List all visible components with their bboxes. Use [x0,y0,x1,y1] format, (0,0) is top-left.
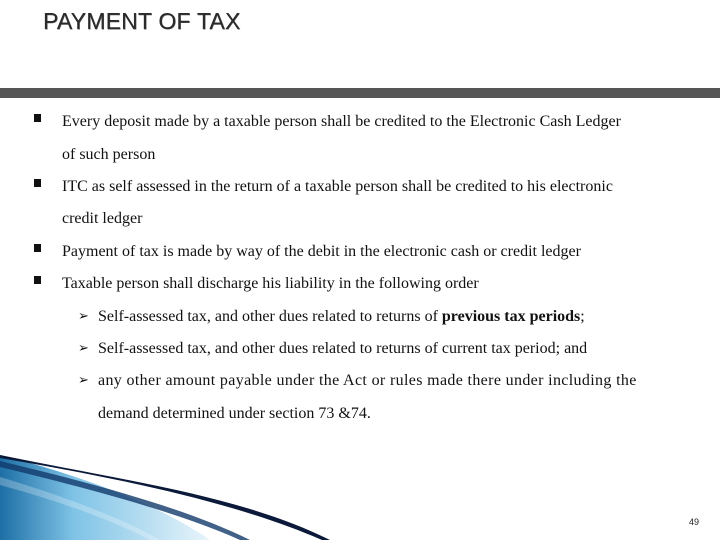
sub-item-3-line-2: demand determined under section 73 &74. [98,405,371,422]
bullet-1-line-2: of such person [62,146,156,163]
sub-item-1: Self-assessed tax, and other dues related to returns of previous tax periods; [98,308,585,325]
bullet-marker [34,114,41,122]
bullet-4-line-1: Taxable person shall discharge his liability in the following order [62,275,479,292]
sub-item-2: Self-assessed tax, and other dues related to returns of current tax period; and [98,340,588,357]
decorative-wave-graphic [0,455,720,540]
bullet-marker [34,276,41,284]
page-number: 49 [689,517,700,527]
bullet-marker [34,244,41,252]
arrow-bullet-icon: ➢ [78,341,89,356]
arrow-bullet-icon: ➢ [78,309,89,324]
sub-item-3-line-1: any other amount payable under the Act or rules made there under including the [98,372,637,389]
bullet-2-line-1: ITC as self assessed in the return of a taxable person shall be credited to his electronic [62,178,613,195]
page-title: PAYMENT OF TAX [43,8,241,34]
bullet-3-line-1: Payment of tax is made by way of the debit in the electronic cash or credit ledger [62,243,581,260]
bullet-2-line-2: credit ledger [62,210,143,227]
bullet-marker [34,179,41,187]
arrow-bullet-icon: ➢ [78,373,89,388]
bullet-1-line-1: Every deposit made by a taxable person shall be credited to the Electronic Cash Ledger [62,113,621,130]
